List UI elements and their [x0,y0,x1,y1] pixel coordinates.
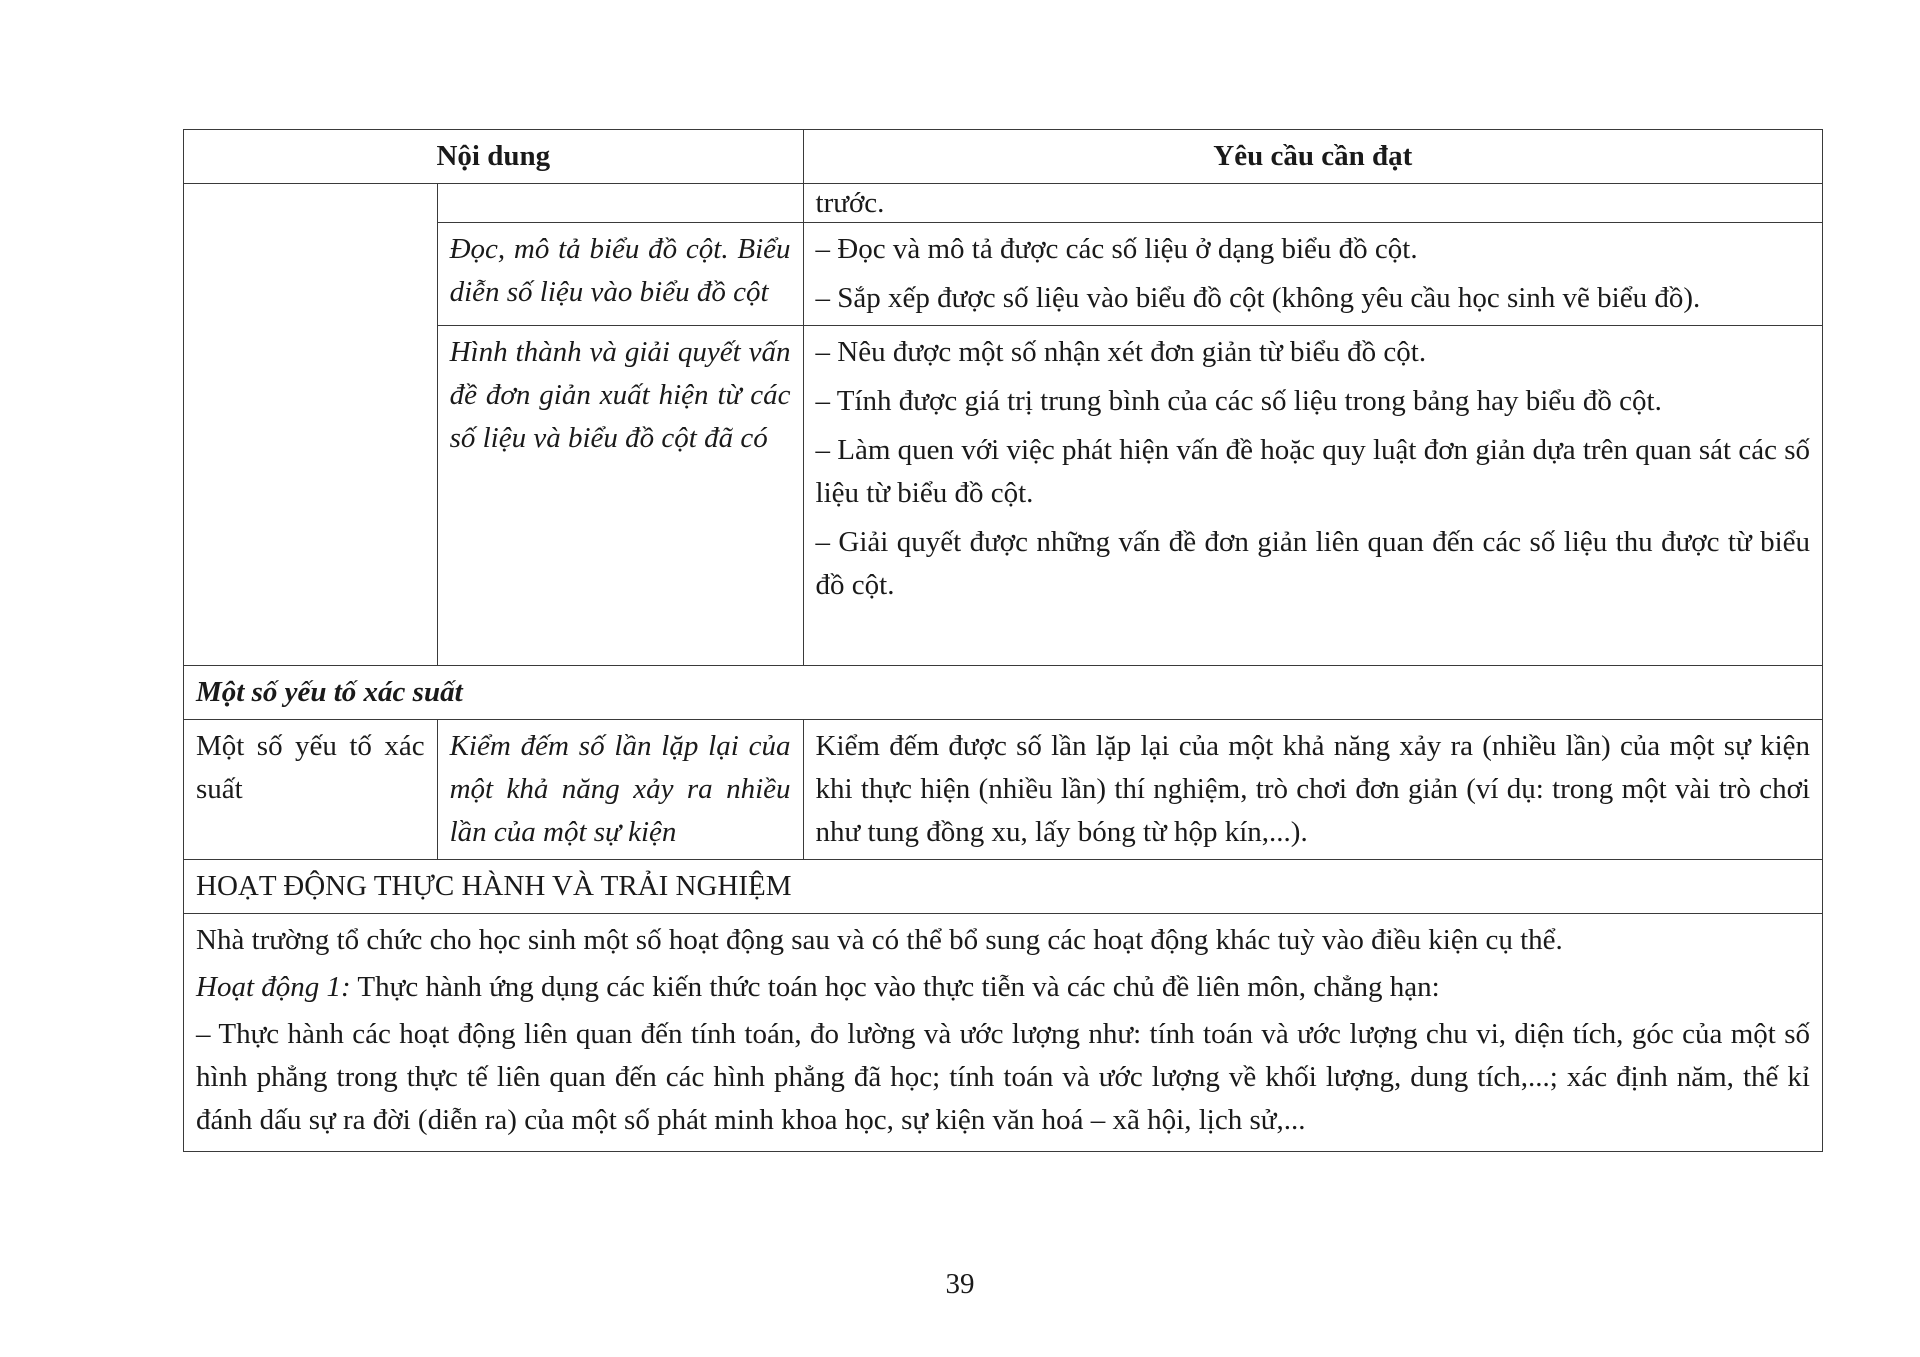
table-header-row [184,130,1823,184]
activity-1-text: Thực hành ứng dụng các kiến thức toán học vào thực tiễn và các chủ đề liên môn, chẳng hạn: [350,971,1440,1003]
header-requirements: Yêu cầu cần đạt [803,130,1822,184]
requirement-item: – Sắp xếp được số liệu vào biểu đồ cột (không yêu cầu học sinh vẽ biểu đồ). [815,282,1701,314]
header-content: Nội dung [184,130,804,184]
section-row [184,666,1823,720]
topic-cell: Một số yếu tố xác suất [184,720,438,860]
content-cell: Hình thành và giải quyết vấn đề đơn giản xuất hiện từ các số liệu và biểu đồ cột đã có [437,326,803,666]
activities-heading: HOẠT ĐỘNG THỰC HÀNH VÀ TRẢI NGHIỆM [184,860,1823,914]
topic-cell-empty [184,184,438,666]
activity-1-label: Hoạt động 1: [196,971,351,1003]
activity-1 [196,966,1810,1009]
activities-heading-row [184,860,1823,914]
curriculum-table [183,129,1823,1152]
table-row [184,720,1823,860]
content-cell: Đọc, mô tả biểu đồ cột. Biểu diễn số liệu vào biểu đồ cột [437,223,803,326]
requirement-item: – Tính được giá trị trung bình của các số liệu trong bảng hay biểu đồ cột. [815,385,1662,417]
page-number: 39 [945,1268,975,1300]
requirement-item: – Làm quen với việc phát hiện vấn đề hoặc quy luật đơn giản dựa trên quan sát các số liệu từ biểu đồ cột. [815,434,1810,509]
requirement-item: – Nêu được một số nhận xét đơn giản từ biểu đồ cột. [815,336,1427,368]
requirement-item: – Đọc và mô tả được các số liệu ở dạng biểu đồ cột. [815,233,1418,265]
content-cell: Kiểm đếm số lần lặp lại của một khả năng xảy ra nhiều lần của một sự kiện [437,720,803,860]
requirement-item: – Giải quyết được những vấn đề đơn giản liên quan đến các số liệu thu được từ biểu đồ cột. [815,526,1810,601]
activities-body-row [184,914,1823,1152]
section-title: Một số yếu tố xác suất [184,666,1823,720]
table-row [184,184,1823,223]
requirement-cell [803,326,1822,666]
content-cell-empty [437,184,803,223]
activity-1-detail: – Thực hành các hoạt động liên quan đến tính toán, đo lường và ước lượng như: tính toán và ước lượng chu vi, diện tích, góc của một số hình phẳng trong thực tế liên quan đến các hình phẳng đã học; tính toán và ước lượng về khối lượng, dung tích,...; xác định năm, thế kỉ đánh dấu sự ra đời (diễn ra) của một số phát minh khoa học, sự kiện văn hoá – xã hội, lịch sử,... [196,1018,1810,1136]
requirement-cell: trước. [803,184,1822,223]
requirement-cell [803,223,1822,326]
activities-intro: Nhà trường tổ chức cho học sinh một số hoạt động sau và có thể bổ sung các hoạt động khác tuỳ vào điều kiện cụ thể. [196,924,1563,956]
requirement-cell: Kiểm đếm được số lần lặp lại của một khả năng xảy ra (nhiều lần) của một sự kiện khi thực hiện (nhiều lần) thí nghiệm, trò chơi đơn giản (ví dụ: trong một vài trò chơi như tung đồng xu, lấy bóng từ hộp kín,...). [803,720,1822,860]
activities-body [184,914,1823,1152]
